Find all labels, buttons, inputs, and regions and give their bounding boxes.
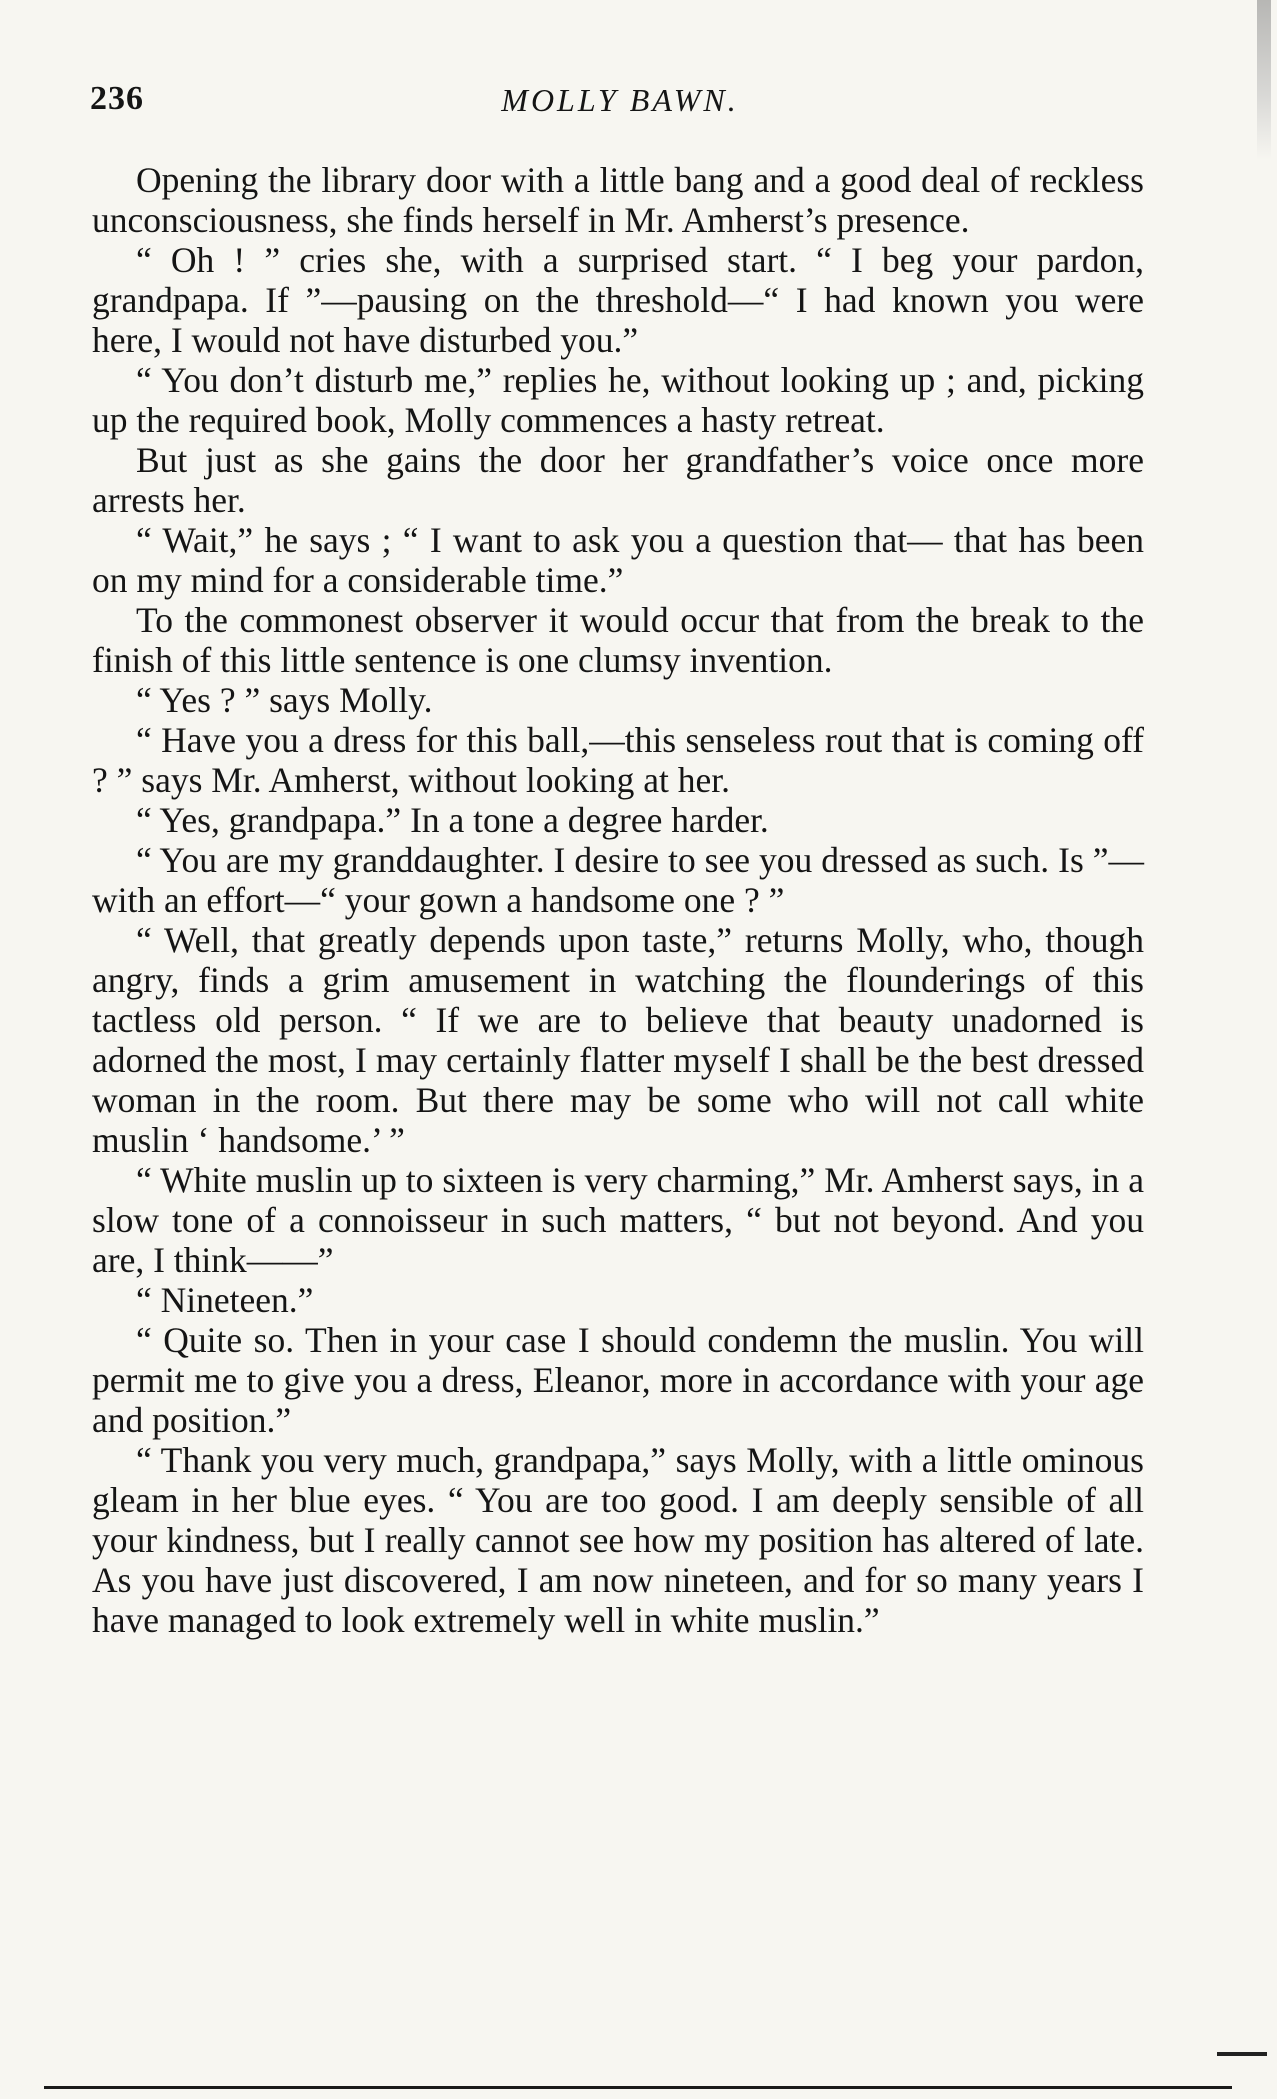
paragraph-4: But just as she gains the door her grandfather’s voice once more arrests her. (92, 440, 1144, 520)
paragraph-6: To the commonest observer it would occur that from the break to the finish of this little sentence is one clumsy invention. (92, 600, 1144, 680)
paragraph-9: “ Yes, grandpapa.” In a tone a degree harder. (136, 800, 769, 840)
bottom-rule (44, 2086, 1232, 2089)
page-edge-shadow (1257, 0, 1271, 160)
paragraph-14: “ Quite so. Then in your case I should condemn the muslin. You will permit me to give you a dress, Eleanor, more in accordance with your age and position.” (92, 1320, 1144, 1440)
paragraph-2: “ Oh ! ” cries she, with a surprised start. “ I beg your pardon, grandpapa. If ”—pausing on the threshold—“ I had known you were here, I would not have disturbed you.” (92, 240, 1144, 360)
body-text (92, 160, 1144, 1640)
paragraph-3: “ You don’t disturb me,” replies he, without looking up ; and, picking up the required book, Molly commences a hasty retreat. (92, 360, 1144, 440)
corner-ink-mark (1217, 2052, 1267, 2056)
paragraph-12: “ White muslin up to sixteen is very charming,” Mr. Amherst says, in a slow tone of a connoisseur in such matters, “ but not beyond. And you are, I think——” (92, 1160, 1144, 1280)
paragraph-13: “ Nineteen.” (136, 1280, 314, 1320)
running-title: MOLLY BAWN. (501, 82, 739, 118)
paragraph-7: “ Yes ? ” says Molly. (136, 680, 433, 720)
paragraph-1: Opening the library door with a little bang and a good deal of reckless unconsciousness, she finds herself in Mr. Amherst’s presence. (92, 160, 1144, 240)
paragraph-5: “ Wait,” he says ; “ I want to ask you a question that— that has been on my mind for a considerable time.” (92, 520, 1144, 600)
paragraph-11: “ Well, that greatly depends upon taste,” returns Molly, who, though angry, finds a grim amusement in watching the flounderings of this tactless old person. “ If we are to believe that beauty unadorned is adorned the most, I may certainly flatter myself I shall be the best dressed woman in the room. But there may be some who will not call white muslin ‘ handsome.’ ” (92, 920, 1144, 1160)
page-header (90, 80, 1150, 124)
paragraph-10: “ You are my granddaughter. I desire to see you dressed as such. Is ”—with an effort—“ your gown a handsome one ? ” (92, 840, 1144, 920)
page-number: 236 (90, 80, 144, 117)
paragraph-8: “ Have you a dress for this ball,—this senseless rout that is coming off ? ” says Mr. Amherst, without looking at her. (92, 720, 1144, 800)
paragraph-15: “ Thank you very much, grandpapa,” says Molly, with a little ominous gleam in her blue eyes. “ You are too good. I am deeply sensible of all your kindness, but I really cannot see how my position has altered of late. As you have just discovered, I am now nineteen, and for so many years I have managed to look extremely well in white muslin.” (92, 1440, 1144, 1640)
